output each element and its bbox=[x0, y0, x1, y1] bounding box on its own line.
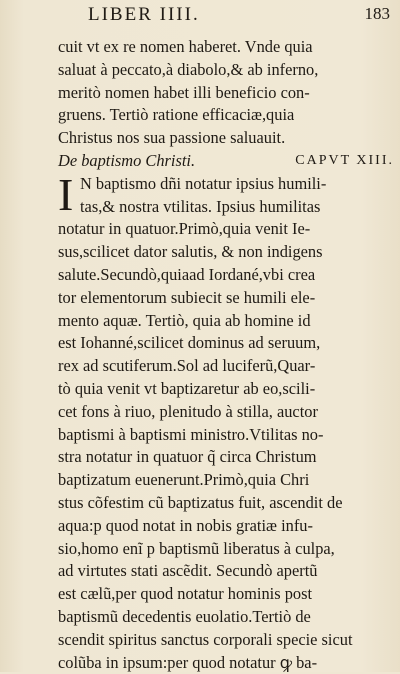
text-line: cet fons à riuo, plenitudo à stilla, auctor bbox=[58, 401, 318, 421]
text-line-content: N baptismo dñi notatur ipsius humili- bbox=[80, 173, 327, 193]
paragraph-2 bbox=[58, 168, 394, 674]
text-line: baptizatum euenerunt.Primò,quia Chri bbox=[58, 470, 310, 490]
text-line: est Iohanné,scilicet dominus ad seruum, bbox=[58, 333, 321, 353]
text-line: meritò nomen habet illi beneficio con- bbox=[58, 82, 310, 102]
text-line: sus,scilicet dator salutis, & non indigens bbox=[58, 242, 323, 262]
text-line: stra notatur in quatuor q̃ circa Christum bbox=[58, 447, 317, 467]
text-line: aqua:p quod notat in nobis gratiæ infu- bbox=[58, 515, 313, 535]
text-line: notatur in quatuor.Primò,quia venit Ie- bbox=[58, 219, 311, 239]
text-block bbox=[58, 36, 394, 674]
text-line: baptismi à baptismi ministro.Vtilitas no- bbox=[58, 424, 324, 444]
running-head: LIBER IIII. bbox=[88, 4, 200, 25]
text-line: ad virtutes stati ascẽdit. Secundò apertũ bbox=[58, 561, 318, 581]
text-line: sio,homo enĩ p baptismũ liberatus à culpa, bbox=[58, 538, 335, 558]
paragraph-1 bbox=[58, 36, 394, 150]
text-line: gruens. Tertiò ratione efficaciæ,quia bbox=[58, 105, 295, 125]
text-line: tor elementorum subiecit se humili ele- bbox=[58, 287, 316, 307]
drop-cap: I bbox=[58, 168, 74, 220]
chapter-label: CAPVT XIII. bbox=[295, 152, 394, 168]
page-number: 183 bbox=[364, 4, 390, 23]
text-line: scendit spiritus sanctus corporali specie sicut bbox=[58, 629, 353, 649]
chapter-title: De baptismo Christi. bbox=[58, 150, 196, 170]
text-line: tas,& nostra vtilitas. Ipsius humilitas bbox=[80, 196, 321, 216]
text-line: colũba in ipsum:per quod notatur ꝙ ba- bbox=[58, 652, 318, 672]
text-line: est cælũ,per quod notatur hominis post bbox=[58, 584, 313, 604]
text-line: mento aquæ. Tertiò, quia ab homine id bbox=[58, 310, 311, 330]
chapter-heading bbox=[58, 150, 394, 173]
text-line: rex ad scutiferum.Sol ad luciferũ,Quar- bbox=[58, 356, 316, 376]
text-line: cuit vt ex re nomen haberet. Vnde quia bbox=[58, 37, 313, 56]
text-line: stus cõfestim cũ baptizatus fuit, ascendit de bbox=[58, 492, 343, 512]
text-line: saluat à peccato,à diabolo,& ab inferno, bbox=[58, 59, 319, 79]
text-line: salute.Secundò,quiaad Iordané,vbi crea bbox=[58, 264, 316, 284]
text-line: baptismũ decedentis euolatio.Tertiò de bbox=[58, 606, 311, 626]
text-line: tò quia venit vt baptizaretur ab eo,scili- bbox=[58, 378, 316, 398]
page-header bbox=[60, 2, 390, 28]
text-line: Christus nos sua passione saluauit. bbox=[58, 128, 286, 148]
